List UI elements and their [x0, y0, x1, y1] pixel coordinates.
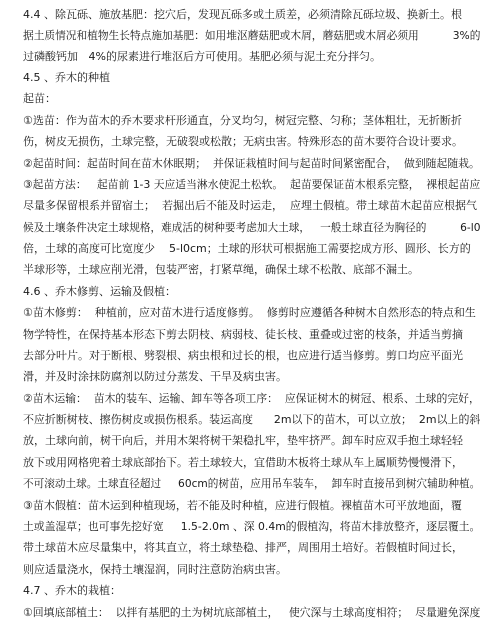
text-line: ②起苗时间：起苗时间在苗木休眠期； 并保证栽植时间与起苗时间紧密配合， 做到随起随栽。 [23, 157, 480, 170]
text-line: ①回填底部植土： 以拌有基肥的土为树坑底部植土， 使穴深与土球高度相符； 尽量避免深度 [23, 606, 481, 619]
text-line: ③起苗方法： 起苗前 1-3 天应适当淋水使泥土松软。 起苗要保证苗木根系完整， 裸根起苗应 [23, 178, 481, 191]
text-line: ①选苗：作为苗木的乔木要求杆形通直，分叉均匀，树冠完整、匀称；茎体粗壮，无折断折 [23, 114, 462, 127]
text-line: 放下或用网格兜着土球底部抬下。若土球较大，宜借助木板将土球从车上属顺势慢慢滑下， [23, 456, 463, 469]
text-line: 尽量多保留根系并留宿土； 若掘出后不能及时运走， 应埋土假植。带土球苗木起苗应根据气 [23, 199, 477, 212]
text-line: 过磷酸钙加 4%的尿素进行堆沤后方可使用。基肥必须与泥土充分拌匀。 [23, 50, 381, 63]
text-line: 土或盖湿草；也可事先挖好宽 1.5-2.0m 、深 0.4m的假植沟，将苗木排放整齐，逐层覆土。 [23, 520, 481, 533]
text-line: 带土球苗木应尽量集中，将其直立，将土球垫稳、排严，周围用土培好。若假植时间过长， [23, 541, 463, 554]
text-line: 伤，树皮无损伤，土球完整，无破裂或松散；无病虫害。特殊形态的苗木要符合设计要求。 [23, 135, 463, 148]
section-heading: 4.5 、乔木的种植 [23, 71, 110, 84]
text-line: 据土质情况和植物生长特点施加基肥：如用堆沤蘑菇肥或木屑，蘑菇肥或木屑必须用 3%的 [23, 29, 481, 42]
text-line: 去部分叶片。对于断根、劈裂根、病虫根和过长的根，也应进行适当修剪。剪口均应平面光 [23, 349, 463, 362]
text-line: 倍，土球的高度可比宽度少 5-l0cm；土球的形状可根据施工需要挖成方形、圆形、长方的 [23, 242, 471, 255]
text-line: 候及土壤条件决定土球规格，难成活的树种要考虑加大土球， 一般土球直径为胸径的 6-l0 [23, 221, 481, 234]
text-line: 半球形等，土球应削光滑，包装严密，打紧草绳，确保土球不松散、底部不漏土。 [23, 263, 419, 276]
text-line: ①苗木修剪： 种植前，应对苗木进行适度修剪。 修剪时应遵循各种树木自然形态的特点和生 [23, 306, 476, 319]
text-line: 不可滚动土球。土球直径超过 60cm的树苗，应用吊车装车， 卸车时直接吊到树穴辅助种植。 [23, 477, 481, 490]
section-heading: 4.7 、乔木的栽植： [23, 584, 121, 597]
text-line: 滑，并及时涂抹防腐剂以防过分蒸发、干旱及病虫害。 [23, 370, 287, 383]
text-line: 不应折断树枝、擦伤树皮或损伤根系。装运高度 2m以下的苗木，可以立放； 2m以上的斜 [23, 413, 481, 426]
text-line: ③苗木假植：苗木运到种植现场，若不能及时种植，应进行假植。裸植苗木可平放地面，覆 [23, 499, 462, 512]
section-heading: 4.6 、乔木修剪、运输及假植： [23, 285, 176, 298]
subheading: 起苗： [23, 92, 56, 105]
text-line: 则应适量浇水，保持土壤湿润，同时注意防治病虫害。 [23, 563, 287, 576]
text-line: 4.4 、除瓦砾、施放基肥：挖穴后，发现瓦砾多或土质差，必须清除瓦砾垃圾、换新土。根 [23, 8, 462, 21]
text-line: 物学特性，在保持基本形态下剪去阴枝、病弱枝、徒长枝、重叠或过密的枝条，并适当剪摘 [23, 328, 463, 341]
text-line: ②苗木运输： 苗木的装车、运输、卸车等各项工序： 应保证树木的树冠、根系、土球的完好， [23, 392, 480, 405]
text-line: 放，土球向前，树干向后，并用木架将树干架稳扎牢，垫牢挤严。卸车时应双手抱土球轻轻 [23, 434, 463, 447]
